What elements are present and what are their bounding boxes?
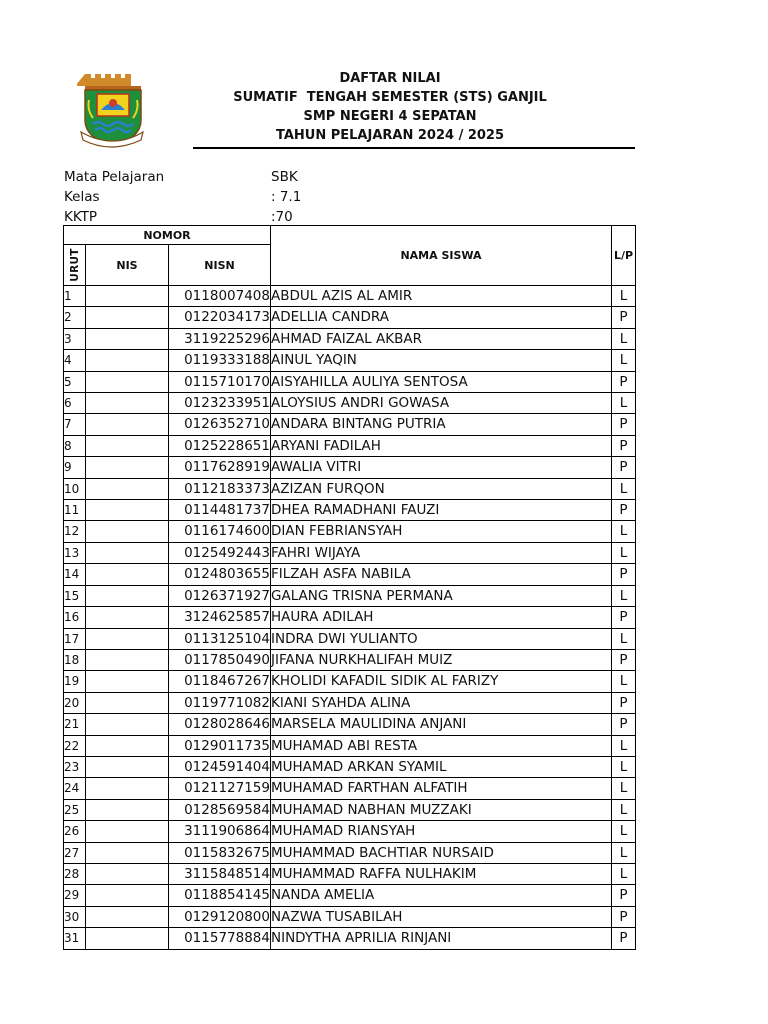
- row-nama: MUHAMMAD BACHTIAR NURSAID: [271, 842, 612, 863]
- kktp-label: KKTP: [64, 209, 98, 225]
- row-lp: L: [612, 671, 636, 692]
- row-nis: [86, 371, 169, 392]
- row-nisn: 0121127159: [169, 778, 271, 799]
- urut-label: URUT: [68, 248, 81, 282]
- row-number: 30: [64, 906, 86, 927]
- row-nama: NINDYTHA APRILIA RINJANI: [271, 928, 612, 949]
- row-nis: [86, 457, 169, 478]
- header-rule: [193, 147, 635, 149]
- row-nis: [86, 500, 169, 521]
- row-nis: [86, 585, 169, 606]
- table-row: [64, 307, 636, 328]
- row-number: 22: [64, 735, 86, 756]
- row-nama: INDRA DWI YULIANTO: [271, 628, 612, 649]
- table-row: [64, 928, 636, 949]
- row-number: 27: [64, 842, 86, 863]
- row-lp: L: [612, 478, 636, 499]
- row-nisn: 0119771082: [169, 692, 271, 713]
- row-nisn: 0125228651: [169, 435, 271, 456]
- row-nama: AWALIA VITRI: [271, 457, 612, 478]
- row-lp: P: [612, 928, 636, 949]
- row-nis: [86, 607, 169, 628]
- col-header-nomor: NOMOR: [64, 226, 271, 245]
- table-row: [64, 585, 636, 606]
- row-nis: [86, 328, 169, 349]
- row-nisn: 0124803655: [169, 564, 271, 585]
- table-row: [64, 564, 636, 585]
- student-table: [63, 225, 636, 950]
- row-nama: ANDARA BINTANG PUTRIA: [271, 414, 612, 435]
- row-number: 2: [64, 307, 86, 328]
- table-row: [64, 457, 636, 478]
- row-nis: [86, 928, 169, 949]
- row-lp: L: [612, 628, 636, 649]
- row-lp: P: [612, 607, 636, 628]
- row-nisn: 0126352710: [169, 414, 271, 435]
- row-number: 16: [64, 607, 86, 628]
- row-nama: DHEA RAMADHANI FAUZI: [271, 500, 612, 521]
- row-nis: [86, 393, 169, 414]
- row-nis: [86, 842, 169, 863]
- row-lp: L: [612, 821, 636, 842]
- table-row: [64, 607, 636, 628]
- row-nama: MUHAMAD ARKAN SYAMIL: [271, 756, 612, 777]
- row-nama: ADELLIA CANDRA: [271, 307, 612, 328]
- meta-row-kelas: [64, 187, 301, 207]
- table-row: [64, 692, 636, 713]
- row-lp: P: [612, 714, 636, 735]
- row-nis: [86, 906, 169, 927]
- row-number: 12: [64, 521, 86, 542]
- table-row: [64, 649, 636, 670]
- row-nisn: 0115778884: [169, 928, 271, 949]
- row-nisn: 3115848514: [169, 863, 271, 884]
- row-nama: MUHAMMAD RAFFA NULHAKIM: [271, 863, 612, 884]
- row-number: 9: [64, 457, 86, 478]
- row-number: 21: [64, 714, 86, 735]
- mapel-value: SBK: [271, 169, 298, 185]
- row-nisn: 0122034173: [169, 307, 271, 328]
- row-nis: [86, 521, 169, 542]
- table-row: [64, 328, 636, 349]
- row-nama: MUHAMAD NABHAN MUZZAKI: [271, 799, 612, 820]
- row-nama: KHOLIDI KAFADIL SIDIK AL FARIZY: [271, 671, 612, 692]
- row-nama: ARYANI FADILAH: [271, 435, 612, 456]
- row-nama: NAZWA TUSABILAH: [271, 906, 612, 927]
- row-nama: FILZAH ASFA NABILA: [271, 564, 612, 585]
- row-nama: GALANG TRISNA PERMANA: [271, 585, 612, 606]
- table-row: [64, 542, 636, 563]
- header-year: TAHUN PELAJARAN 2024 / 2025: [275, 128, 505, 143]
- student-rows: [64, 286, 636, 950]
- table-row: [64, 906, 636, 927]
- table-row: [64, 521, 636, 542]
- table-row: [64, 671, 636, 692]
- row-nama: KIANI SYAHDA ALINA: [271, 692, 612, 713]
- row-lp: P: [612, 692, 636, 713]
- row-lp: P: [612, 307, 636, 328]
- col-header-nisn: NISN: [169, 245, 271, 286]
- row-nis: [86, 692, 169, 713]
- row-number: 24: [64, 778, 86, 799]
- col-header-nis: NIS: [86, 245, 169, 286]
- row-number: 20: [64, 692, 86, 713]
- row-lp: L: [612, 863, 636, 884]
- table-row: [64, 778, 636, 799]
- row-lp: L: [612, 521, 636, 542]
- row-lp: P: [612, 371, 636, 392]
- mapel-label: Mata Pelajaran: [64, 169, 165, 185]
- row-nisn: 0118467267: [169, 671, 271, 692]
- table-row: [64, 756, 636, 777]
- table-row: [64, 435, 636, 456]
- row-number: 1: [64, 286, 86, 307]
- row-nisn: 0117628919: [169, 457, 271, 478]
- row-nama: DIAN FEBRIANSYAH: [271, 521, 612, 542]
- row-lp: P: [612, 414, 636, 435]
- row-nama: AHMAD FAIZAL AKBAR: [271, 328, 612, 349]
- row-nis: [86, 350, 169, 371]
- table-row: [64, 478, 636, 499]
- row-number: 17: [64, 628, 86, 649]
- row-nisn: 0128028646: [169, 714, 271, 735]
- row-number: 28: [64, 863, 86, 884]
- table-row: [64, 821, 636, 842]
- row-nama: MARSELA MAULIDINA ANJANI: [271, 714, 612, 735]
- table-row: [64, 286, 636, 307]
- row-lp: P: [612, 435, 636, 456]
- table-row: [64, 735, 636, 756]
- row-number: 6: [64, 393, 86, 414]
- meta-row-kktp: [64, 207, 301, 227]
- row-nisn: 0117850490: [169, 649, 271, 670]
- row-nisn: 0119333188: [169, 350, 271, 371]
- row-nama: ALOYSIUS ANDRI GOWASA: [271, 393, 612, 414]
- row-nama: AZIZAN FURQON: [271, 478, 612, 499]
- row-nis: [86, 756, 169, 777]
- row-nis: [86, 778, 169, 799]
- table-row: [64, 799, 636, 820]
- col-header-nama: NAMA SISWA: [271, 226, 612, 286]
- row-lp: P: [612, 649, 636, 670]
- row-nisn: 0115832675: [169, 842, 271, 863]
- row-nis: [86, 564, 169, 585]
- row-nis: [86, 628, 169, 649]
- row-nama: MUHAMAD RIANSYAH: [271, 821, 612, 842]
- row-nama: AINUL YAQIN: [271, 350, 612, 371]
- table-row: [64, 350, 636, 371]
- row-nisn: 0129011735: [169, 735, 271, 756]
- row-nisn: 0126371927: [169, 585, 271, 606]
- table-row: [64, 885, 636, 906]
- row-lp: L: [612, 393, 636, 414]
- row-nama: ABDUL AZIS AL AMIR: [271, 286, 612, 307]
- row-number: 25: [64, 799, 86, 820]
- row-nama: AISYAHILLA AULIYA SENTOSA: [271, 371, 612, 392]
- row-nama: JIFANA NURKHALIFAH MUIZ: [271, 649, 612, 670]
- row-lp: P: [612, 457, 636, 478]
- row-nis: [86, 714, 169, 735]
- table-row: [64, 393, 636, 414]
- row-nis: [86, 863, 169, 884]
- row-nisn: 0113125104: [169, 628, 271, 649]
- row-nisn: 0112183373: [169, 478, 271, 499]
- meta-info: [64, 167, 301, 227]
- row-nisn: 0125492443: [169, 542, 271, 563]
- row-nisn: 0129120800: [169, 906, 271, 927]
- col-header-urut: [64, 245, 86, 286]
- table-row: [64, 371, 636, 392]
- row-number: 14: [64, 564, 86, 585]
- row-number: 31: [64, 928, 86, 949]
- row-nama: MUHAMAD FARTHAN ALFATIH: [271, 778, 612, 799]
- row-lp: P: [612, 564, 636, 585]
- kktp-value: :70: [271, 209, 293, 225]
- table-row: [64, 414, 636, 435]
- row-nisn: 0115710170: [169, 371, 271, 392]
- row-nis: [86, 435, 169, 456]
- row-nis: [86, 649, 169, 670]
- row-nisn: 0123233951: [169, 393, 271, 414]
- row-nama: HAURA ADILAH: [271, 607, 612, 628]
- row-lp: L: [612, 842, 636, 863]
- row-lp: P: [612, 906, 636, 927]
- header-title: DAFTAR NILAI: [339, 71, 441, 86]
- row-number: 7: [64, 414, 86, 435]
- row-nisn: 0116174600: [169, 521, 271, 542]
- col-header-lp: L/P: [612, 226, 636, 286]
- row-nisn: 0124591404: [169, 756, 271, 777]
- row-nisn: 0114481737: [169, 500, 271, 521]
- row-lp: L: [612, 328, 636, 349]
- regency-emblem-logo: [77, 70, 147, 150]
- row-nis: [86, 885, 169, 906]
- row-nis: [86, 286, 169, 307]
- header-school: SMP NEGERI 4 SEPATAN: [303, 109, 477, 124]
- row-lp: L: [612, 286, 636, 307]
- row-nisn: 0118007408: [169, 286, 271, 307]
- row-number: 18: [64, 649, 86, 670]
- row-nis: [86, 307, 169, 328]
- kelas-label: Kelas: [64, 189, 100, 205]
- table-row: [64, 714, 636, 735]
- row-nama: MUHAMAD ABI RESTA: [271, 735, 612, 756]
- table-row: [64, 863, 636, 884]
- row-nis: [86, 671, 169, 692]
- row-lp: L: [612, 735, 636, 756]
- row-number: 23: [64, 756, 86, 777]
- row-number: 29: [64, 885, 86, 906]
- row-nisn: 0128569584: [169, 799, 271, 820]
- header-subtitle: SUMATIF TENGAH SEMESTER (STS) GANJIL: [233, 90, 547, 105]
- row-number: 10: [64, 478, 86, 499]
- row-number: 13: [64, 542, 86, 563]
- row-lp: L: [612, 542, 636, 563]
- row-number: 15: [64, 585, 86, 606]
- row-nisn: 3111906864: [169, 821, 271, 842]
- table-row: [64, 628, 636, 649]
- row-nis: [86, 735, 169, 756]
- row-number: 3: [64, 328, 86, 349]
- row-nisn: 0118854145: [169, 885, 271, 906]
- row-number: 11: [64, 500, 86, 521]
- row-lp: P: [612, 885, 636, 906]
- row-lp: L: [612, 756, 636, 777]
- row-nis: [86, 478, 169, 499]
- row-lp: L: [612, 778, 636, 799]
- row-nis: [86, 542, 169, 563]
- row-nisn: 3124625857: [169, 607, 271, 628]
- row-lp: L: [612, 350, 636, 371]
- table-row: [64, 500, 636, 521]
- row-lp: L: [612, 585, 636, 606]
- row-lp: L: [612, 799, 636, 820]
- row-number: 26: [64, 821, 86, 842]
- kelas-value: : 7.1: [271, 189, 302, 205]
- row-number: 4: [64, 350, 86, 371]
- row-number: 19: [64, 671, 86, 692]
- row-nis: [86, 799, 169, 820]
- row-nama: FAHRI WIJAYA: [271, 542, 612, 563]
- row-number: 8: [64, 435, 86, 456]
- row-nis: [86, 414, 169, 435]
- meta-row-mapel: [64, 167, 301, 187]
- row-nis: [86, 821, 169, 842]
- document-header: [190, 69, 590, 145]
- row-nama: NANDA AMELIA: [271, 885, 612, 906]
- table-row: [64, 842, 636, 863]
- row-nisn: 3119225296: [169, 328, 271, 349]
- row-lp: P: [612, 500, 636, 521]
- row-number: 5: [64, 371, 86, 392]
